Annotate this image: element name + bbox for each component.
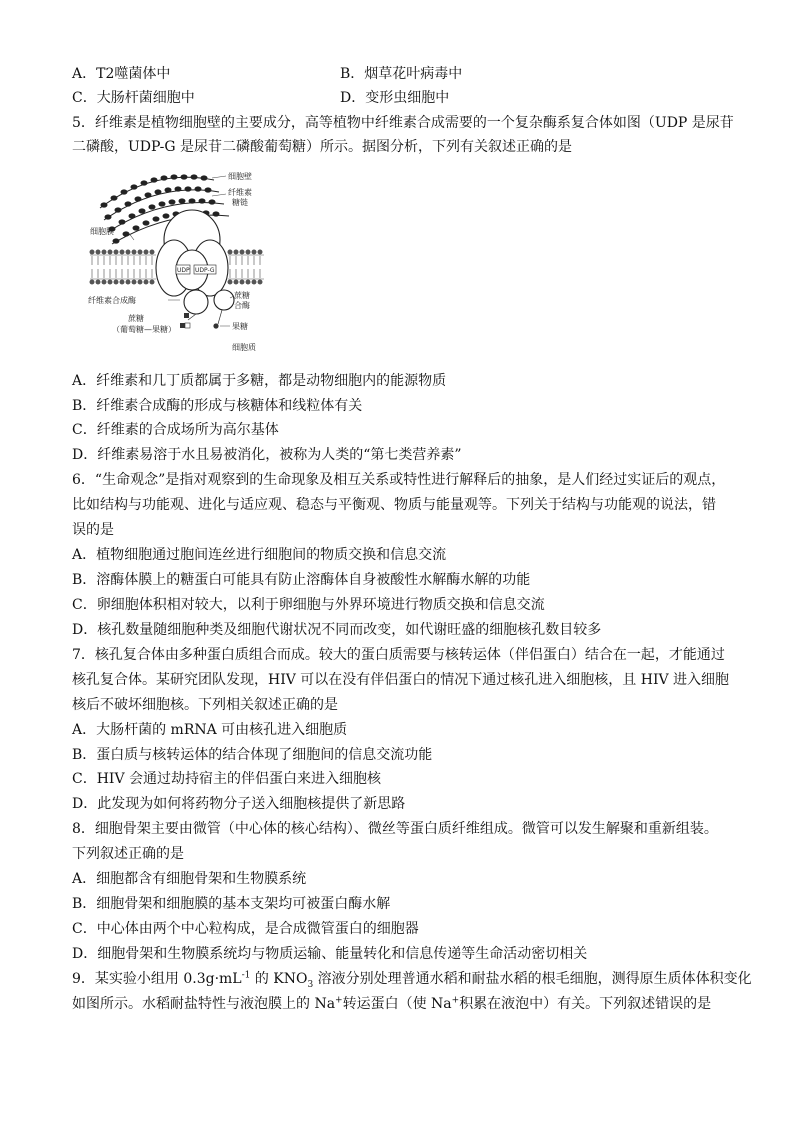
q7-option-a: A．大肠杆菌的 mRNA 可由核孔进入细胞质 <box>72 722 348 738</box>
q6-stem-line-3: 误的是 <box>72 522 114 538</box>
label-cellulose-synthase: 纤维素合成酶 <box>88 296 136 305</box>
q5-option-b: B．纤维素合成酶的形成与核糖体和线粒体有关 <box>72 398 363 414</box>
q8-stem-line-1: 8．细胞骨架主要由微管（中心体的核心结构）、微丝等蛋白质纤维组成。微管可以发生解聚和重新组装。 <box>72 821 718 837</box>
q6-stem-line-1: 6．“生命观念”是指对观察到的生命现象及相互关系或特性进行解释后的抽象，是人们经过实证后的观点， <box>72 472 726 488</box>
q4-option-d: D．变形虫细胞中 <box>340 90 450 106</box>
q9-stem-2-sup2: + <box>451 995 460 1006</box>
q7-stem-line-3: 核后不破坏细胞核。下列相关叙述正确的是 <box>72 697 338 713</box>
label-sucrose: 蔗糖 <box>128 314 144 323</box>
q9-stem-1-sub: 3 <box>307 979 314 990</box>
q8-option-d: D．细胞骨架和生物膜系统均与物质运输、能量转化和信息传递等生命活动密切相关 <box>72 946 588 962</box>
label-cell-wall: 细胞壁 <box>228 172 252 181</box>
q9-stem-2a: 如图所示。水稻耐盐特性与液泡膜上的 Na <box>72 996 336 1012</box>
q9-stem-1c: 溶液分别处理普通水稻和耐盐水稻的根毛细胞，测得原生质体体积变化 <box>313 971 752 987</box>
q7-stem-line-1: 7．核孔复合体由多种蛋白质组合而成。较大的蛋白质需要与核转运体（伴侣蛋白）结合在一起，才能通过 <box>72 647 725 663</box>
q5-option-a: A．纤维素和几丁质都属于多糖，都是动物细胞内的能源物质 <box>72 373 447 389</box>
q9-stem-line-2 <box>72 992 722 1016</box>
q9-stem-2-sup1: + <box>335 995 343 1006</box>
q8-option-b: B．细胞骨架和细胞膜的基本支架均可被蛋白酶水解 <box>72 896 391 912</box>
label-sucrose-detail: （葡萄糖—果糖） <box>112 325 176 334</box>
q5-stem-line-1: 5．纤维素是植物细胞壁的主要成分，高等植物中纤维素合成需要的一个复杂酶系复合体如图（UDP 是尿苷 <box>72 115 734 131</box>
label-cytoplasm: 细胞质 <box>232 343 256 352</box>
label-udp: UDP <box>177 267 190 274</box>
label-cell-membrane: 细胞膜 <box>90 227 114 236</box>
q8-option-c: C．中心体由两个中心粒构成，是合成微管蛋白的细胞器 <box>72 921 419 937</box>
q6-stem-line-2: 比如结构与功能观、进化与适应观、稳态与平衡观、物质与能量观等。下列关于结构与功能观的说法，错 <box>72 497 716 513</box>
label-udpg: UDP-G <box>195 267 215 274</box>
q7-option-b: B．蛋白质与核转运体的结合体现了细胞间的信息交流功能 <box>72 747 433 763</box>
q4-option-c: C．大肠杆菌细胞中 <box>72 90 195 106</box>
q7-option-c: C．HIV 会通过劫持宿主的伴侣蛋白来进入细胞核 <box>72 771 382 787</box>
q5-stem-line-2: 二磷酸，UDP-G 是尿苷二磷酸葡萄糖）所示。据图分析，下列有关叙述正确的是 <box>72 139 573 155</box>
q4-options-row-2 <box>72 86 722 110</box>
label-sugar-chain: 糖链 <box>232 198 248 207</box>
q5-option-d: D．纤维素易溶于水且易被消化，被称为人类的“第七类营养素” <box>72 447 462 463</box>
q4-option-b: B．烟草花叶病毒中 <box>340 66 463 82</box>
q7-stem-line-2: 核孔复合体。某研究团队发现，HIV 可以在没有伴侣蛋白的情况下通过核孔进入细胞核，且 HIV 进入细胞 <box>72 672 730 688</box>
q9-stem-2b: 转运蛋白（使 Na <box>342 996 452 1012</box>
q9-stem-1a: 9．某实验小组用 0.3g·mL <box>72 971 242 987</box>
label-sucrose-synthase-2: 合酶 <box>234 301 250 310</box>
q9-stem-1b: 的 KNO <box>250 971 308 987</box>
q9-stem-line-1 <box>72 967 752 991</box>
q8-stem-line-2: 下列叙述正确的是 <box>72 846 184 862</box>
q4-option-a: A．T2噬菌体中 <box>72 66 171 82</box>
cellulose-synthase-figure <box>84 168 284 356</box>
q9-stem-2c: 积累在液泡中）有关。下列叙述错误的是 <box>459 996 712 1012</box>
q7-option-d: D．此发现为如何将药物分子送入细胞核提供了新思路 <box>72 796 406 812</box>
q8-option-a: A．细胞都含有细胞骨架和生物膜系统 <box>72 871 307 887</box>
q9-stem-1-sup: -1 <box>241 970 251 981</box>
q6-option-a: A．植物细胞通过胞间连丝进行细胞间的物质交换和信息交流 <box>72 547 447 563</box>
cellulose-synthase-complex <box>156 210 234 314</box>
label-cellulose: 纤维素 <box>228 188 252 197</box>
label-sucrose-synthase-1: 蔗糖 <box>234 291 250 300</box>
q6-option-b: B．溶酶体膜上的糖蛋白可能具有防止溶酶体自身被酸性水解酶水解的功能 <box>72 572 531 588</box>
q4-options-row-1 <box>72 62 722 86</box>
q5-option-c: C．纤维素的合成场所为高尔基体 <box>72 422 279 438</box>
q6-option-c: C．卵细胞体积相对较大，以利于卵细胞与外界环境进行物质交换和信息交流 <box>72 597 545 613</box>
label-fructose: 果糖 <box>232 322 248 331</box>
q6-option-d: D．核孔数量随细胞种类及细胞代谢状况不同而改变，如代谢旺盛的细胞核孔数目较多 <box>72 622 602 638</box>
